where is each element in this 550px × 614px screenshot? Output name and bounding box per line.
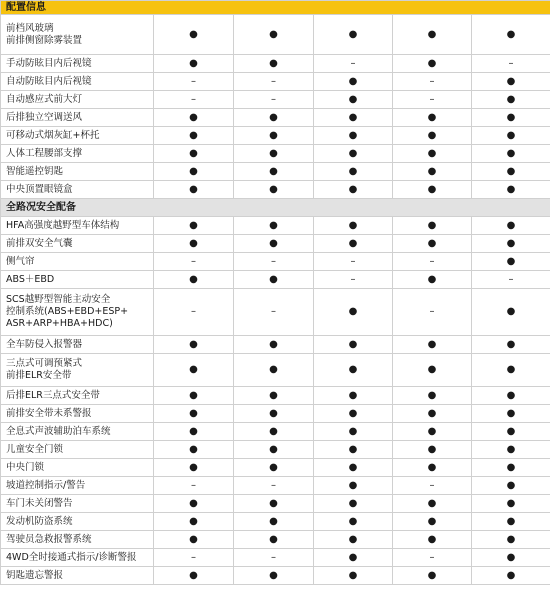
spec-row	[1, 495, 550, 513]
availability-mark: ●	[472, 163, 550, 181]
availability-mark: ●	[314, 127, 393, 145]
spec-row	[1, 55, 550, 73]
spec-row	[1, 217, 550, 235]
feature-label: 全车防侵入报警器	[1, 336, 154, 354]
availability-mark: ●	[234, 181, 314, 199]
availability-mark: ●	[154, 235, 234, 253]
availability-mark: ●	[472, 289, 550, 336]
availability-mark: ●	[154, 387, 234, 405]
feature-label: 自动感应式前大灯	[1, 91, 154, 109]
availability-mark: ●	[314, 387, 393, 405]
availability-mark: ●	[393, 354, 472, 387]
availability-mark: ●	[393, 127, 472, 145]
availability-mark: ●	[234, 163, 314, 181]
availability-mark: ●	[314, 336, 393, 354]
spec-row	[1, 163, 550, 181]
availability-mark: ●	[472, 495, 550, 513]
spec-row	[1, 253, 550, 271]
availability-mark: ●	[314, 495, 393, 513]
availability-mark: –	[234, 73, 314, 91]
availability-mark: –	[154, 73, 234, 91]
availability-mark: –	[234, 477, 314, 495]
spec-row	[1, 145, 550, 163]
availability-mark: ●	[393, 495, 472, 513]
availability-mark: ●	[154, 109, 234, 127]
availability-mark: ●	[472, 145, 550, 163]
availability-mark: ●	[472, 336, 550, 354]
availability-mark: ●	[472, 109, 550, 127]
availability-mark: ●	[234, 405, 314, 423]
feature-label: 中央门锁	[1, 459, 154, 477]
availability-mark: ●	[234, 15, 314, 55]
spec-row	[1, 354, 550, 387]
feature-label: 手动防眩目内后视镜	[1, 55, 154, 73]
availability-mark: ●	[314, 531, 393, 549]
availability-mark: –	[393, 549, 472, 567]
feature-label: SCS越野型智能主动安全 控制系统(ABS+EBD+ESP+ ASR+ARP+HBA+HDC)	[1, 289, 154, 336]
availability-mark: ●	[234, 354, 314, 387]
availability-mark: ●	[154, 181, 234, 199]
availability-mark: –	[234, 549, 314, 567]
feature-label: 中央顶置眼镜盒	[1, 181, 154, 199]
availability-mark: ●	[234, 127, 314, 145]
feature-label: 三点式可调预紧式 前排ELR安全带	[1, 354, 154, 387]
availability-mark: ●	[154, 15, 234, 55]
availability-mark: ●	[314, 354, 393, 387]
availability-mark: ●	[472, 459, 550, 477]
spec-row	[1, 91, 550, 109]
availability-mark: –	[314, 253, 393, 271]
spec-row	[1, 405, 550, 423]
availability-mark: ●	[314, 477, 393, 495]
availability-mark: ●	[154, 423, 234, 441]
availability-mark: ●	[234, 336, 314, 354]
availability-mark: –	[472, 55, 550, 73]
availability-mark: ●	[234, 145, 314, 163]
availability-mark: –	[234, 91, 314, 109]
availability-mark: ●	[472, 91, 550, 109]
availability-mark: ●	[393, 163, 472, 181]
availability-mark: –	[393, 289, 472, 336]
availability-mark: ●	[154, 127, 234, 145]
availability-mark: ●	[472, 387, 550, 405]
availability-mark: ●	[314, 91, 393, 109]
feature-label: 后排ELR三点式安全带	[1, 387, 154, 405]
availability-mark: ●	[234, 109, 314, 127]
availability-mark: ●	[234, 55, 314, 73]
availability-mark: ●	[393, 513, 472, 531]
spec-row	[1, 235, 550, 253]
availability-mark: ●	[154, 145, 234, 163]
availability-mark: ●	[393, 567, 472, 585]
availability-mark: ●	[154, 567, 234, 585]
availability-mark: –	[393, 477, 472, 495]
availability-mark: ●	[472, 405, 550, 423]
availability-mark: ●	[154, 531, 234, 549]
availability-mark: ●	[234, 567, 314, 585]
feature-label: 钥匙遗忘警报	[1, 567, 154, 585]
section-header	[1, 1, 550, 15]
spec-row	[1, 127, 550, 145]
availability-mark: ●	[314, 163, 393, 181]
availability-mark: ●	[234, 495, 314, 513]
availability-mark: ●	[472, 181, 550, 199]
availability-mark: ●	[154, 354, 234, 387]
availability-mark: –	[154, 91, 234, 109]
availability-mark: ●	[472, 217, 550, 235]
availability-mark: ●	[472, 235, 550, 253]
availability-mark: ●	[393, 531, 472, 549]
availability-mark: ●	[234, 459, 314, 477]
availability-mark: ●	[314, 217, 393, 235]
availability-mark: ●	[154, 495, 234, 513]
feature-label: ABS＋EBD	[1, 271, 154, 289]
spec-row	[1, 441, 550, 459]
availability-mark: ●	[154, 163, 234, 181]
availability-mark: ●	[472, 549, 550, 567]
availability-mark: ●	[472, 423, 550, 441]
availability-mark: –	[314, 55, 393, 73]
availability-mark: ●	[393, 441, 472, 459]
availability-mark: ●	[472, 477, 550, 495]
availability-mark: –	[154, 289, 234, 336]
availability-mark: ●	[234, 441, 314, 459]
availability-mark: ●	[234, 513, 314, 531]
spec-row	[1, 271, 550, 289]
availability-mark: ●	[393, 217, 472, 235]
availability-mark: ●	[234, 387, 314, 405]
availability-mark: ●	[314, 181, 393, 199]
availability-mark: –	[393, 73, 472, 91]
feature-label: 前排双安全气囊	[1, 235, 154, 253]
feature-label: 后排独立空调送风	[1, 109, 154, 127]
section-title: 全路况安全配备	[1, 199, 550, 217]
availability-mark: ●	[154, 55, 234, 73]
availability-mark: ●	[393, 145, 472, 163]
availability-mark: ●	[234, 235, 314, 253]
availability-mark: ●	[314, 549, 393, 567]
availability-mark: ●	[393, 181, 472, 199]
feature-label: HFA高强度越野型车体结构	[1, 217, 154, 235]
availability-mark: ●	[393, 336, 472, 354]
availability-mark: ●	[314, 405, 393, 423]
feature-label: 侧气帘	[1, 253, 154, 271]
availability-mark: ●	[234, 217, 314, 235]
feature-label: 4WD全时接通式指示/诊断警报	[1, 549, 154, 567]
availability-mark: ●	[472, 441, 550, 459]
feature-label: 可移动式烟灰缸+杯托	[1, 127, 154, 145]
availability-mark: ●	[393, 109, 472, 127]
spec-table-body	[1, 1, 550, 585]
spec-row	[1, 181, 550, 199]
spec-row	[1, 109, 550, 127]
availability-mark: ●	[314, 145, 393, 163]
spec-row	[1, 15, 550, 55]
availability-mark: ●	[472, 354, 550, 387]
spec-row	[1, 387, 550, 405]
availability-mark: ●	[472, 15, 550, 55]
availability-mark: ●	[314, 459, 393, 477]
spec-row	[1, 289, 550, 336]
availability-mark: ●	[314, 73, 393, 91]
section-title: 配置信息	[1, 1, 550, 15]
availability-mark: –	[154, 549, 234, 567]
spec-row	[1, 567, 550, 585]
availability-mark: ●	[154, 405, 234, 423]
spec-row	[1, 459, 550, 477]
feature-label: 发动机防盗系统	[1, 513, 154, 531]
availability-mark: ●	[314, 567, 393, 585]
feature-label: 儿童安全门锁	[1, 441, 154, 459]
availability-mark: ●	[393, 15, 472, 55]
availability-mark: ●	[393, 235, 472, 253]
feature-label: 前档风玻璃 前排侧窗除雾装置	[1, 15, 154, 55]
feature-label: 人体工程腰部支撑	[1, 145, 154, 163]
availability-mark: ●	[314, 423, 393, 441]
spec-row	[1, 336, 550, 354]
availability-mark: ●	[472, 73, 550, 91]
availability-mark: ●	[393, 55, 472, 73]
availability-mark: ●	[154, 271, 234, 289]
feature-label: 驾驶员急救报警系统	[1, 531, 154, 549]
spec-row	[1, 513, 550, 531]
availability-mark: –	[393, 253, 472, 271]
availability-mark: –	[154, 477, 234, 495]
spec-row	[1, 423, 550, 441]
spec-row	[1, 73, 550, 91]
feature-label: 坡道控制指示/警告	[1, 477, 154, 495]
availability-mark: ●	[472, 531, 550, 549]
availability-mark: ●	[472, 567, 550, 585]
spec-row	[1, 531, 550, 549]
availability-mark: –	[154, 253, 234, 271]
availability-mark: ●	[393, 405, 472, 423]
availability-mark: ●	[314, 235, 393, 253]
spec-row	[1, 549, 550, 567]
availability-mark: –	[472, 271, 550, 289]
availability-mark: ●	[234, 531, 314, 549]
availability-mark: ●	[314, 15, 393, 55]
availability-mark: ●	[472, 253, 550, 271]
feature-label: 全息式声波辅助泊车系统	[1, 423, 154, 441]
feature-label: 车门未关闭警告	[1, 495, 154, 513]
availability-mark: ●	[472, 513, 550, 531]
availability-mark: ●	[154, 459, 234, 477]
spec-row	[1, 477, 550, 495]
feature-label: 前排安全带未系警报	[1, 405, 154, 423]
availability-mark: ●	[393, 423, 472, 441]
availability-mark: ●	[314, 289, 393, 336]
feature-label: 自动防眩目内后视镜	[1, 73, 154, 91]
availability-mark: ●	[393, 271, 472, 289]
availability-mark: ●	[234, 423, 314, 441]
availability-mark: –	[234, 253, 314, 271]
availability-mark: –	[234, 289, 314, 336]
availability-mark: ●	[314, 109, 393, 127]
availability-mark: –	[393, 91, 472, 109]
availability-mark: ●	[154, 441, 234, 459]
availability-mark: ●	[393, 387, 472, 405]
availability-mark: ●	[314, 441, 393, 459]
section-header	[1, 199, 550, 217]
availability-mark: ●	[234, 271, 314, 289]
availability-mark: ●	[154, 336, 234, 354]
availability-mark: ●	[154, 217, 234, 235]
availability-mark: ●	[472, 127, 550, 145]
availability-mark: –	[314, 271, 393, 289]
availability-mark: ●	[154, 513, 234, 531]
availability-mark: ●	[393, 459, 472, 477]
availability-mark: ●	[314, 513, 393, 531]
feature-label: 智能遥控钥匙	[1, 163, 154, 181]
